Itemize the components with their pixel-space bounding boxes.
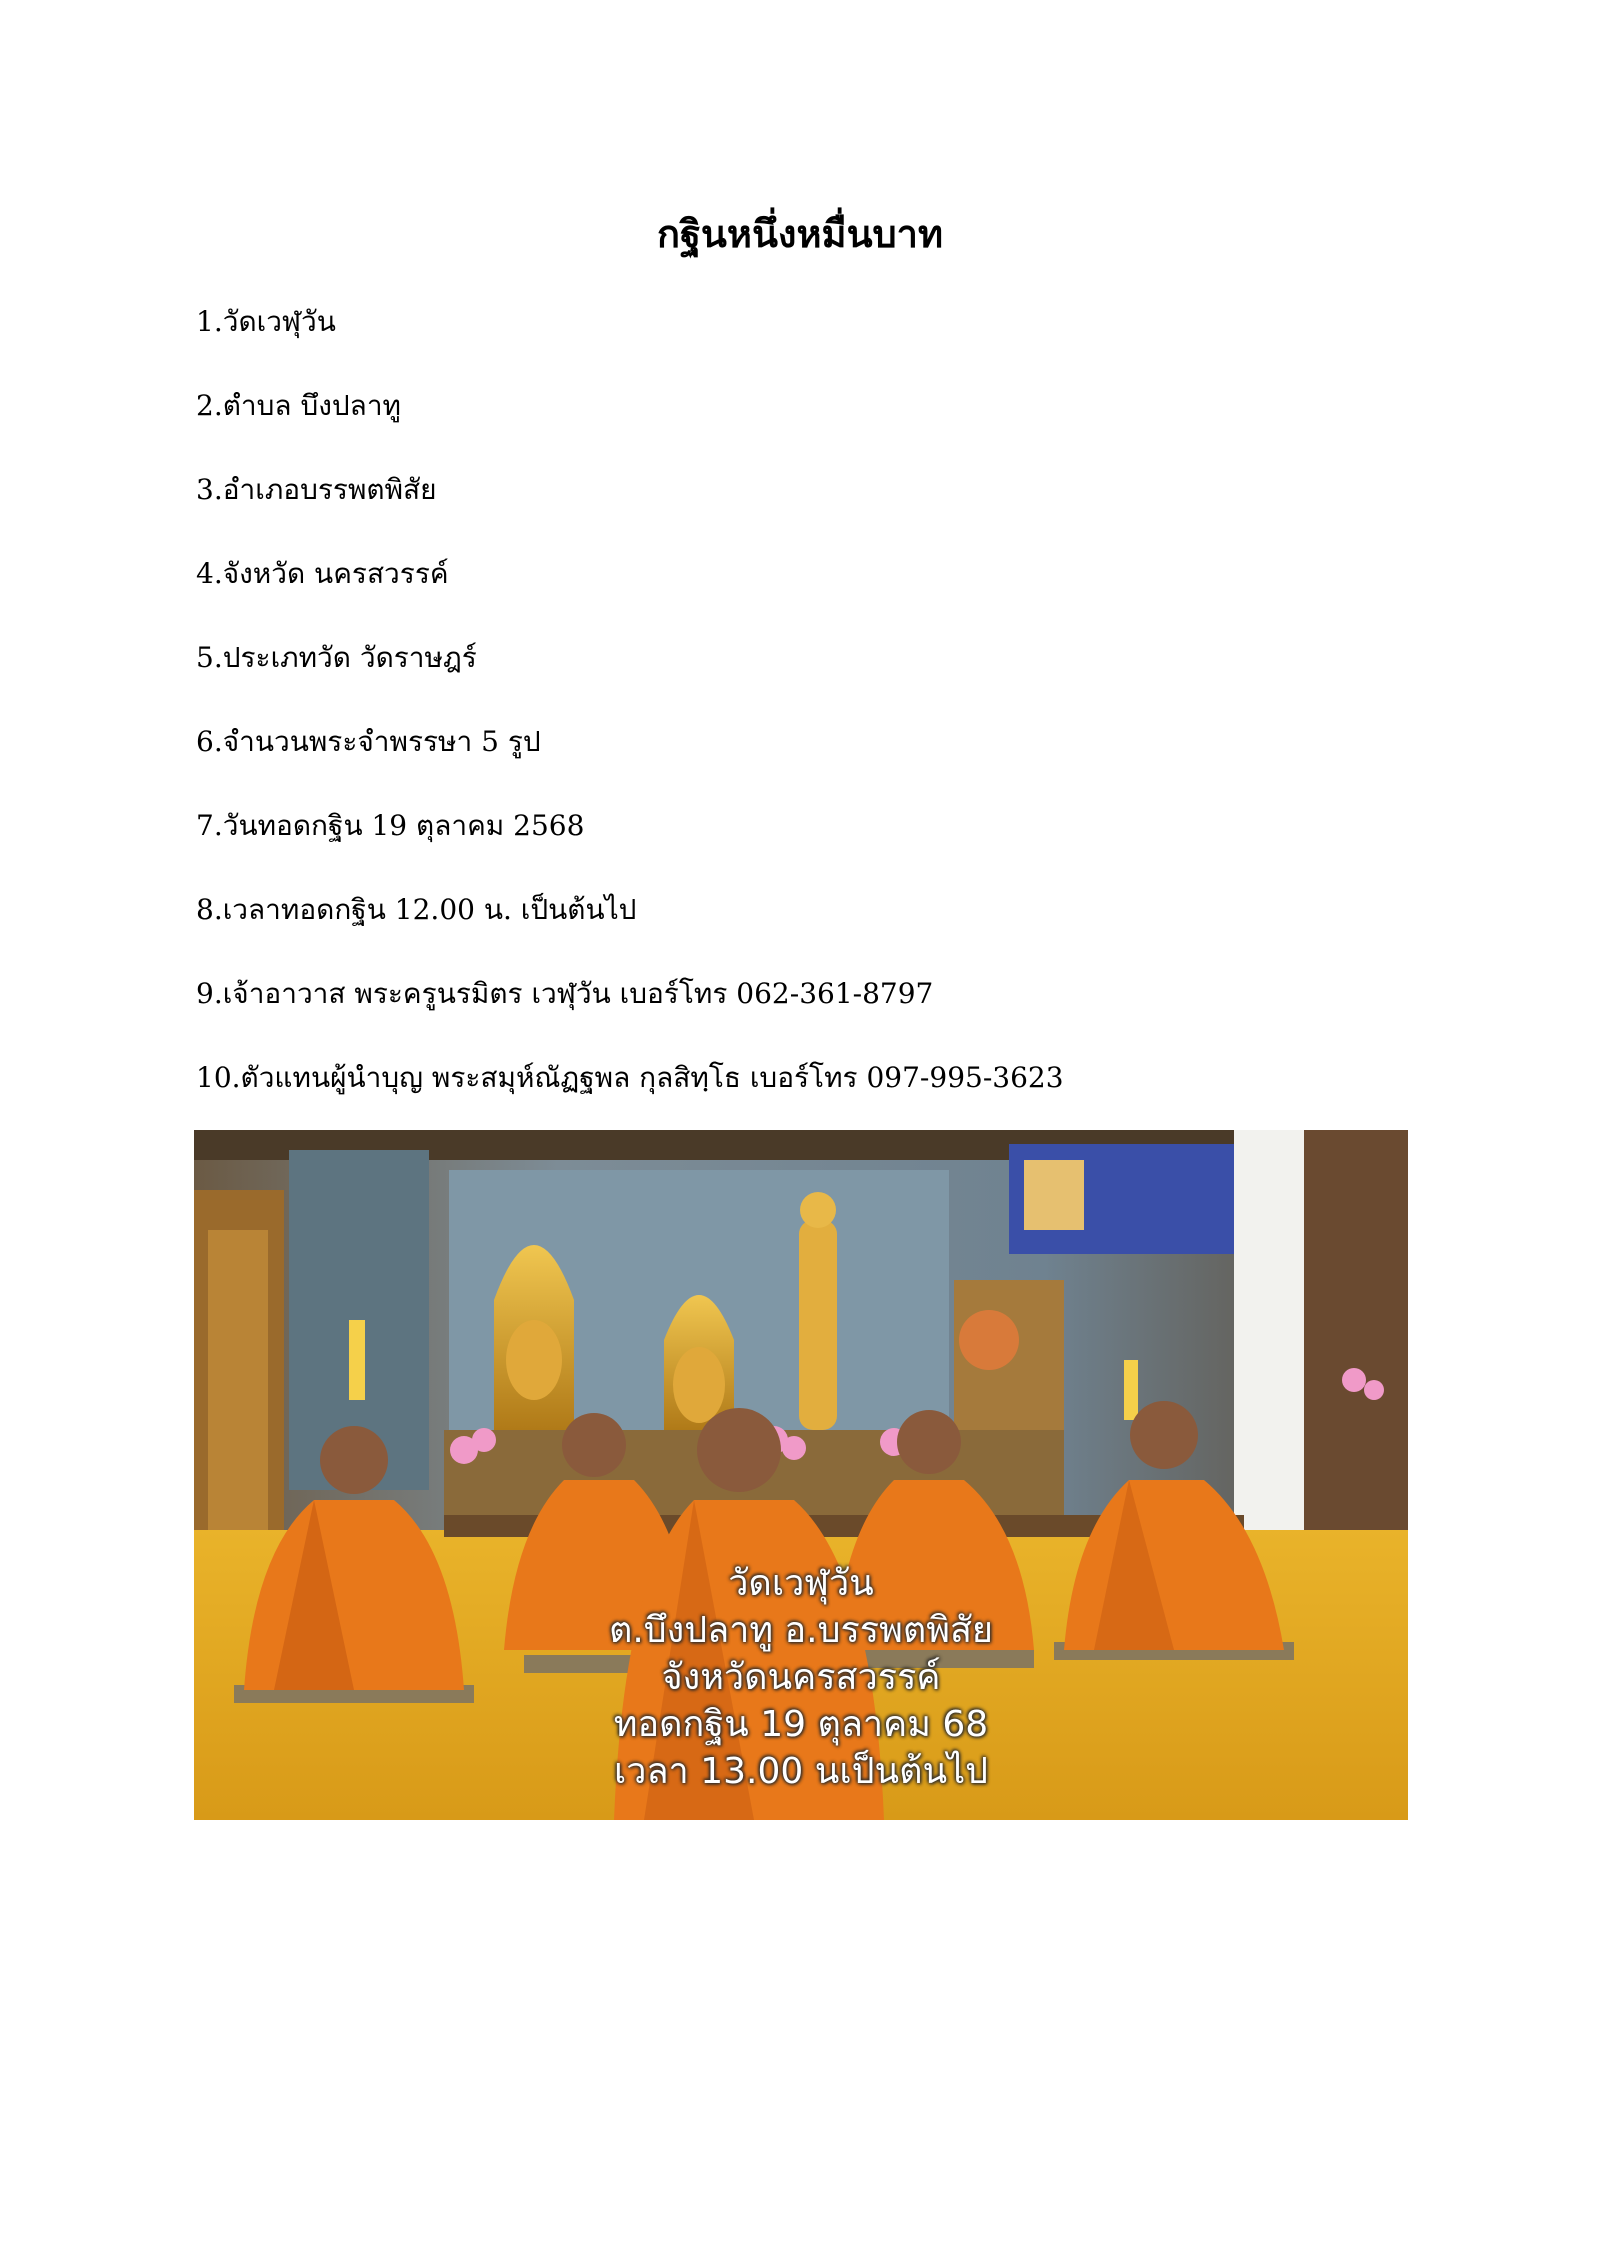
caption-line: เวลา 13.00 นเป็นต้นไป	[613, 1751, 989, 1792]
list-item: 4.จังหวัด นครสวรรค์	[196, 557, 449, 590]
buddha-statue	[506, 1320, 562, 1400]
standing-buddha	[799, 1220, 837, 1430]
left-door-panel	[208, 1230, 268, 1570]
standing-buddha-head	[800, 1192, 836, 1228]
photo-caption	[194, 1560, 1408, 1795]
emblem	[959, 1310, 1019, 1370]
caption-line: ต.บึงปลาทู อ.บรรพตพิสัย	[608, 1610, 994, 1651]
list-item: 2.ตำบล บึงปลาทู	[196, 389, 402, 422]
info-list	[196, 300, 1416, 1140]
list-item: 10.ตัวแทนผู้นำบุญ พระสมุห์ณัฏฐพล กุลสิทฺโธ เบอร์โทร 097-995-3623	[196, 1061, 1064, 1094]
list-item: 9.เจ้าอาวาส พระครูนรมิตร เวฬุวัน เบอร์โทร 062-361-8797	[196, 977, 934, 1010]
buddha-statue	[673, 1347, 725, 1423]
list-item: 1.วัดเวฬุวัน	[196, 305, 336, 338]
banner-picture	[1024, 1160, 1084, 1230]
list-item: 5.ประเภทวัด วัดราษฎร์	[196, 641, 477, 674]
list-item: 6.จำนวนพระจำพรรษา 5 รูป	[196, 725, 541, 758]
temple-photo	[194, 1130, 1408, 1820]
candle	[1124, 1360, 1138, 1420]
caption-line: จังหวัดนครสวรรค์	[661, 1657, 941, 1698]
candle	[349, 1320, 365, 1400]
caption-line: วัดเวฬุวัน	[728, 1563, 874, 1604]
document-title: กฐินหนึ่งหมื่นบาท	[656, 211, 944, 256]
caption-line: ทอดกฐิน 19 ตุลาคม 68	[613, 1704, 989, 1745]
list-item: 7.วันทอดกฐิน 19 ตุลาคม 2568	[196, 809, 585, 842]
list-item: 3.อำเภอบรรพตพิสัย	[196, 473, 437, 506]
white-pillar	[1234, 1130, 1304, 1560]
list-item: 8.เวลาทอดกฐิน 12.00 น. เป็นต้นไป	[196, 893, 637, 926]
right-wall	[1304, 1130, 1408, 1550]
